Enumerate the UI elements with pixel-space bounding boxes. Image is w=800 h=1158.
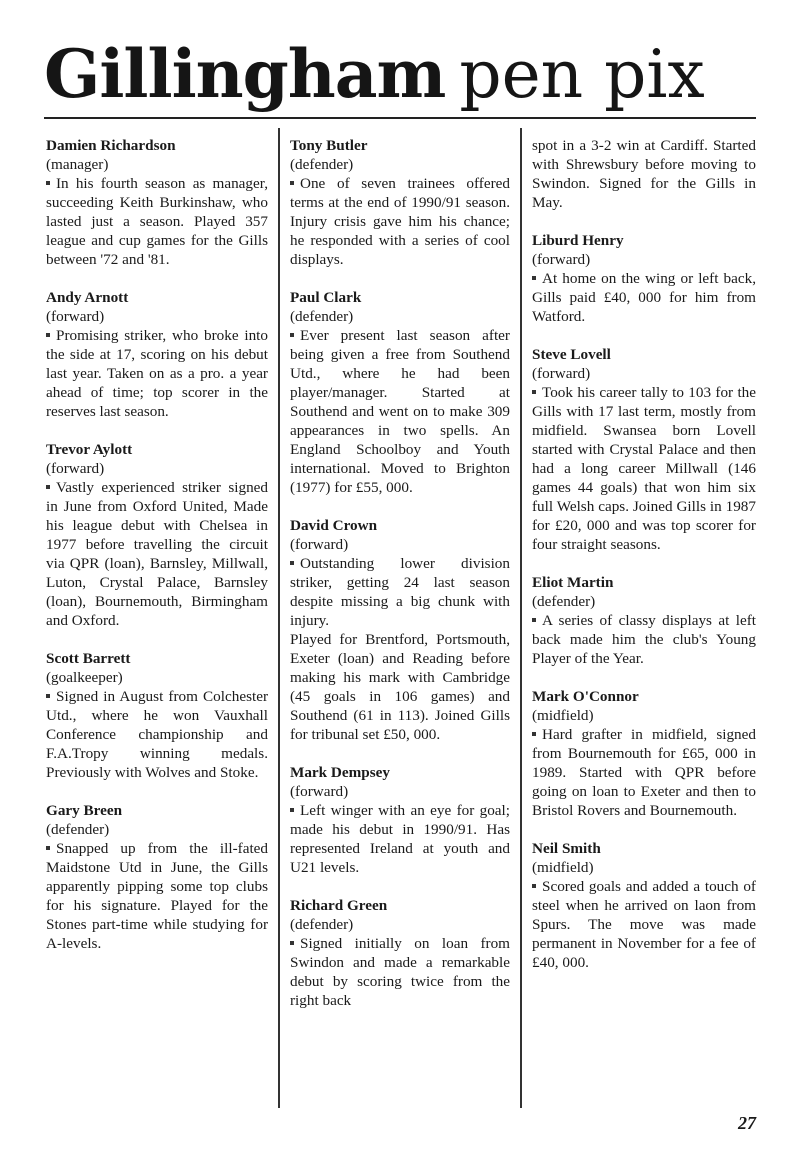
column-2 xyxy=(290,136,510,1010)
bullet-icon xyxy=(46,333,50,337)
bio-text: Outstanding lower division striker, getting 24 last season despite missing a big chunk with injury. xyxy=(290,555,510,629)
bio-text: spot in a 3-2 win at Cardiff. Started with Shrewsbury before moving to Swindon. Signed for the Gills in May. xyxy=(532,137,756,211)
bullet-icon xyxy=(46,181,50,185)
bullet-icon xyxy=(290,333,294,337)
bio-text: Signed in August from Colchester Utd., where he won Vauxhall Conference championship and F.A.Tropy winning medals. Previously with Wolves and Stoke. xyxy=(46,688,268,781)
player-entry xyxy=(290,896,510,1010)
player-name: Andy Arnott xyxy=(46,289,129,306)
player-entry xyxy=(46,801,268,953)
bio-text: Ever present last season after being given a free from Southend Utd., where he had been player/manager. Started at Southend and went on to make 309 appearances in two spells. An England Schoolboy and Youth international. Moved to Brighton (1977) for £55, 000. xyxy=(290,327,510,496)
player-name: Eliot Martin xyxy=(532,574,614,591)
player-name: Tony Butler xyxy=(290,137,368,154)
page-title xyxy=(44,36,705,113)
player-entry xyxy=(46,136,268,269)
player-bio xyxy=(290,934,510,1010)
player-bio xyxy=(46,478,268,630)
player-role: (forward) xyxy=(290,783,349,800)
column-divider xyxy=(520,128,522,1108)
bullet-icon xyxy=(290,181,294,185)
player-name: Scott Barrett xyxy=(46,650,131,667)
player-entry-continued xyxy=(532,136,756,212)
player-role: (forward) xyxy=(46,460,105,477)
player-bio xyxy=(532,611,756,668)
player-name: Paul Clark xyxy=(290,289,362,306)
bio-text: Vastly experienced striker signed in June from Oxford United, Made his league debut with Chelsea in 1977 before travelling the circuit via QPR (loan), Barnsley, Millwall, Luton, Crystal Palace, Barnsley (loan), Bournemouth, Birmingham and Oxford. xyxy=(46,479,268,629)
bullet-icon xyxy=(532,390,536,394)
player-name: Gary Breen xyxy=(46,802,123,819)
player-bio xyxy=(532,725,756,820)
bullet-icon xyxy=(532,732,536,736)
player-bio xyxy=(290,554,510,630)
player-name: Liburd Henry xyxy=(532,232,624,249)
player-entry xyxy=(290,288,510,497)
player-role: (defender) xyxy=(290,916,354,933)
player-name: Damien Richardson xyxy=(46,137,176,154)
bullet-icon xyxy=(290,941,294,945)
player-role: (manager) xyxy=(46,156,109,173)
title-bold: Gillingham xyxy=(44,35,446,113)
player-name: Mark O'Connor xyxy=(532,688,639,705)
player-name: Steve Lovell xyxy=(532,346,611,363)
player-name: Neil Smith xyxy=(532,840,601,857)
title-light: pen pix xyxy=(459,36,705,113)
player-entry xyxy=(290,136,510,269)
player-bio xyxy=(532,877,756,972)
player-role: (defender) xyxy=(290,308,354,325)
player-bio xyxy=(532,269,756,326)
player-bio xyxy=(290,174,510,269)
player-name: Trevor Aylott xyxy=(46,441,133,458)
bullet-icon xyxy=(46,485,50,489)
player-bio-continued: Played for Brentford, Portsmouth, Exeter (loan) and Reading before making his mark with Cambridge (45 goals in 106 games) and Southend (61 in 113). Joined Gills for tribunal set £50, 000. xyxy=(290,631,510,743)
bio-text: At home on the wing or left back, Gills paid £40, 000 for him from Watford. xyxy=(532,270,756,325)
page-number: 27 xyxy=(738,1113,756,1133)
player-role: (forward) xyxy=(46,308,105,325)
player-entry xyxy=(290,763,510,877)
player-role: (midfield) xyxy=(532,859,594,876)
bullet-icon xyxy=(532,884,536,888)
player-entry xyxy=(46,649,268,782)
title-rule xyxy=(44,117,756,119)
player-entry xyxy=(532,839,756,972)
player-role: (defender) xyxy=(532,593,596,610)
bio-text: One of seven trainees offered terms at the end of 1990/91 season. Injury crisis gave him his chance; he responded with a series of cool displays. xyxy=(290,175,510,268)
player-role: (defender) xyxy=(290,156,354,173)
bio-text: Scored goals and added a touch of steel when he arrived on laon from Spurs. The move was made permanent in November for a fee of £40, 000. xyxy=(532,878,756,971)
player-entry xyxy=(532,345,756,554)
player-bio xyxy=(46,326,268,421)
player-entry xyxy=(532,687,756,820)
player-role: (midfield) xyxy=(532,707,594,724)
player-role: (goalkeeper) xyxy=(46,669,123,686)
player-entry xyxy=(46,288,268,421)
bio-text: In his fourth season as manager, succeeding Keith Burkinshaw, who lasted just a season. Played 357 league and cup games for the Gills between '72 and '81. xyxy=(46,175,268,268)
bullet-icon xyxy=(532,618,536,622)
bullet-icon xyxy=(46,846,50,850)
player-role: (forward) xyxy=(290,536,349,553)
column-3 xyxy=(532,136,756,972)
bullet-icon xyxy=(290,808,294,812)
player-name: Richard Green xyxy=(290,897,388,914)
bio-text: Left winger with an eye for goal; made his debut in 1990/91. Has represented Ireland at youth and U21 levels. xyxy=(290,802,510,876)
bio-text: Took his career tally to 103 for the Gills with 17 last term, mostly from midfield. Swansea born Lovell started with Crystal Palace and then had a long career Millwall (146 games 44 goals) that won him six full Welsh caps. Joined Gills in 1987 for £20, 000 and was top scorer for four straight seasons. xyxy=(532,384,756,553)
bullet-icon xyxy=(532,276,536,280)
player-bio xyxy=(290,801,510,877)
bio-text: Promising striker, who broke into the side at 17, scoring on his debut last year. Taken on as a pro. a year ahead of time; top scorer in the reserves last season. xyxy=(46,327,268,420)
player-bio xyxy=(46,174,268,269)
player-role: (defender) xyxy=(46,821,110,838)
player-entry xyxy=(290,516,510,744)
player-bio xyxy=(46,839,268,953)
player-bio xyxy=(46,687,268,782)
player-entry xyxy=(46,440,268,630)
player-name: David Crown xyxy=(290,517,378,534)
player-entry xyxy=(532,573,756,668)
player-name: Mark Dempsey xyxy=(290,764,390,781)
bio-text: Hard grafter in midfield, signed from Bournemouth for £65, 000 in 1989. Started with QPR before going on loan to Exeter and then to Bristol Rovers and Bournemouth. xyxy=(532,726,756,819)
bio-text: Snapped up from the ill-fated Maidstone Utd in June, the Gills apparently pipping some top clubs for his signature. Played for the Stones part-time while studying for A-levels. xyxy=(46,840,268,952)
player-role: (forward) xyxy=(532,251,591,268)
column-1 xyxy=(46,136,268,953)
column-divider xyxy=(278,128,280,1108)
bullet-icon xyxy=(46,694,50,698)
bullet-icon xyxy=(290,561,294,565)
bio-text: A series of classy displays at left back made him the club's Young Player of the Year. xyxy=(532,612,756,667)
bio-text: Signed initially on loan from Swindon and made a remarkable debut by scoring twice from the right back xyxy=(290,935,510,1009)
player-entry xyxy=(532,231,756,326)
player-bio xyxy=(290,326,510,497)
player-bio xyxy=(532,383,756,554)
player-role: (forward) xyxy=(532,365,591,382)
